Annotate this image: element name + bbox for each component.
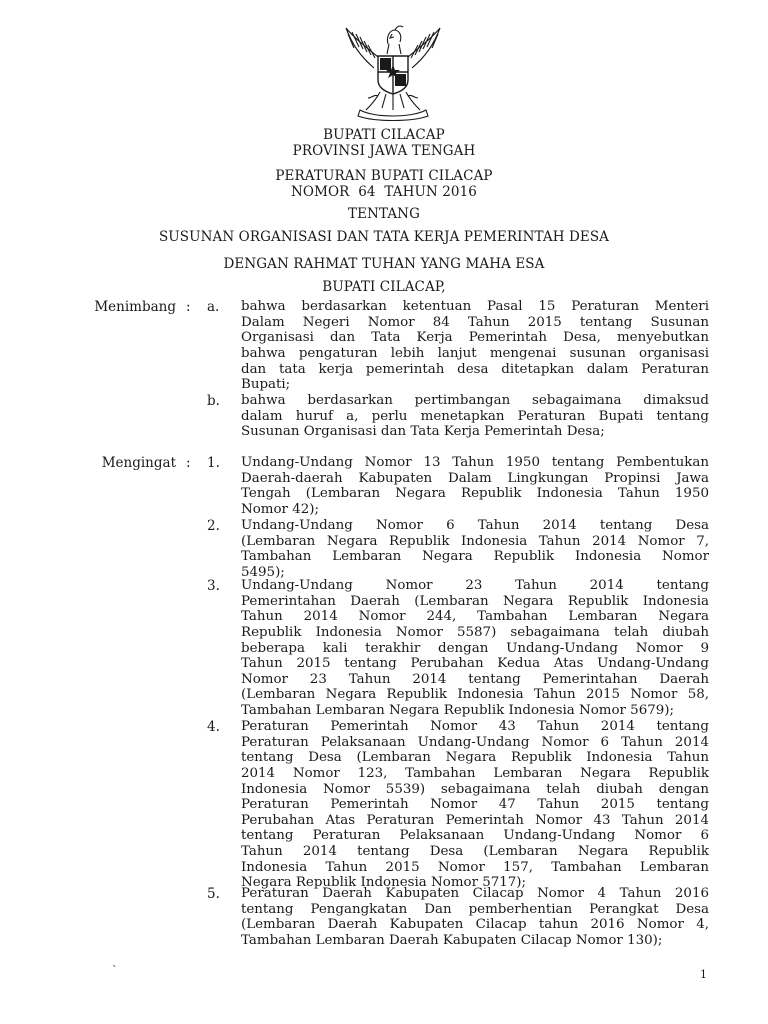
item-line: Tengah (Lembaran Negara Republik Indonesia Tahun 1950 (241, 486, 709, 502)
item-marker: 2. (207, 518, 220, 534)
item-line: Bupati; (241, 377, 291, 393)
province-title: PROVINSI JAWA TENGAH (292, 143, 476, 159)
item-line: bahwa berdasarkan ketentuan Pasal 15 Peraturan Menteri (241, 299, 709, 314)
subject-title: SUSUNAN ORGANISASI DAN TATA KERJA PEMERINTAH DESA (158, 229, 610, 245)
item-line: Undang-Undang Nomor 13 Tahun 1950 tentang Pembentukan (241, 455, 709, 470)
item-line: bahwa berdasarkan pertimbangan sebagaimana dimaksud (241, 393, 709, 408)
item-line: Tambahan Lembaran Negara Republik Indonesia Nomor 5679); (241, 703, 674, 719)
item-line: Tambahan Lembaran Negara Republik Indonesia Nomor (241, 549, 709, 565)
item-line: Undang-Undang Nomor 23 Tahun 2014 tentang (241, 578, 709, 593)
item-line: Pemerintahan Daerah (Lembaran Negara Republik Indonesia (241, 593, 709, 609)
item-line: Daerah-daerah Kabupaten Dalam Lingkungan Propinsi Jawa (241, 470, 709, 486)
item-line: Tahun 2015 tentang Perubahan Kedua Atas Undang-Undang (241, 656, 709, 672)
list-item (241, 299, 709, 393)
item-line: tentang Peraturan Pelaksanaan Undang-Undang Nomor 6 (241, 828, 709, 844)
item-line: Indonesia Nomor 5539) sebagaimana telah diubah dengan (241, 781, 709, 797)
issuer-title: BUPATI CILACAP, (322, 279, 446, 295)
item-line: Peraturan Pelaksanaan Undang-Undang Nomor 6 Tahun 2014 (241, 734, 709, 750)
item-line: Indonesia Tahun 2015 Nomor 157, Tambahan Lembaran (241, 859, 709, 875)
page-number: 1 (700, 968, 707, 981)
list-item (241, 886, 709, 949)
item-line: Republik Indonesia Nomor 5587) sebagaimana telah diubah (241, 624, 709, 640)
item-line: Susunan Organisasi dan Tata Kerja Pemerintah Desa; (241, 424, 605, 440)
section-colon: : (186, 455, 191, 471)
section-colon: : (186, 299, 191, 315)
item-line: dan tata kerja pemerintah desa ditetapkan dalam Peraturan (241, 361, 709, 377)
item-marker: b. (207, 393, 220, 409)
item-line: Organisasi dan Tata Kerja Pemerintah Desa, menyebutkan (241, 330, 709, 346)
item-line: Dalam Negeri Nomor 84 Tahun 2015 tentang Susunan (241, 314, 709, 330)
item-line: Tahun 2014 tentang Desa (Lembaran Negara Republik (241, 844, 709, 860)
item-line: Perubahan Atas Peraturan Pemerintah Nomor 43 Tahun 2014 (241, 812, 709, 828)
item-line: dalam huruf a, perlu menetapkan Peraturan Bupati tentang (241, 408, 709, 424)
item-line: Nomor 42); (241, 501, 319, 517)
item-line: Undang-Undang Nomor 6 Tahun 2014 tentang Desa (241, 518, 709, 533)
section-label-mengingat: Mengingat (101, 455, 176, 471)
about-heading: TENTANG (348, 206, 420, 222)
item-line: Peraturan Pemerintah Nomor 47 Tahun 2015 tentang (241, 797, 709, 813)
garuda-pancasila-emblem-icon (340, 22, 446, 122)
item-line: Tahun 2014 Nomor 244, Tambahan Lembaran Negara (241, 609, 709, 625)
item-line: (Lembaran Negara Republik Indonesia Tahun 2014 Nomor 7, (241, 533, 709, 549)
item-line: Tambahan Lembaran Daerah Kabupaten Cilacap Nomor 130); (241, 932, 663, 948)
regulation-number: NOMOR 64 TAHUN 2016 (290, 184, 477, 200)
item-line: bahwa pengaturan lebih lanjut mengenai susunan organisasi (241, 345, 709, 361)
item-line: beberapa kali terakhir dengan Undang-Undang Nomor 9 (241, 640, 709, 656)
list-item (241, 518, 709, 581)
item-line: Peraturan Daerah Kabupaten Cilacap Nomor 4 Tahun 2016 (241, 886, 709, 901)
item-line: Nomor 23 Tahun 2014 tentang Pemerintahan Daerah (241, 671, 709, 687)
item-line: tentang Desa (Lembaran Negara Republik Indonesia Tahun (241, 750, 709, 766)
item-marker: 1. (207, 455, 220, 471)
item-line: 5495); (241, 564, 285, 580)
list-item (241, 393, 709, 440)
item-marker: 5. (207, 886, 220, 902)
authority-title: BUPATI CILACAP (323, 127, 445, 143)
item-line: Peraturan Pemerintah Nomor 43 Tahun 2014 tentang (241, 719, 709, 734)
item-line: tentang Pengangkatan Dan pemberhentian Perangkat Desa (241, 901, 709, 917)
item-marker: 3. (207, 578, 220, 594)
item-line: Negara Republik Indonesia Nomor 5717); (241, 875, 527, 891)
item-line: (Lembaran Negara Republik Indonesia Tahun 2015 Nomor 58, (241, 687, 709, 703)
list-item (241, 719, 709, 891)
regulation-title: PERATURAN BUPATI CILACAP (275, 168, 493, 184)
list-item (241, 455, 709, 518)
item-marker: a. (207, 299, 220, 315)
item-line: (Lembaran Daerah Kabupaten Cilacap tahun 2016 Nomor 4, (241, 917, 709, 933)
item-marker: 4. (207, 719, 220, 735)
list-item (241, 578, 709, 719)
page-tick-mark: ` (112, 964, 118, 977)
item-line: 2014 Nomor 123, Tambahan Lembaran Negara Republik (241, 765, 709, 781)
section-label-menimbang: Menimbang (94, 299, 176, 315)
invocation: DENGAN RAHMAT TUHAN YANG MAHA ESA (223, 256, 545, 272)
